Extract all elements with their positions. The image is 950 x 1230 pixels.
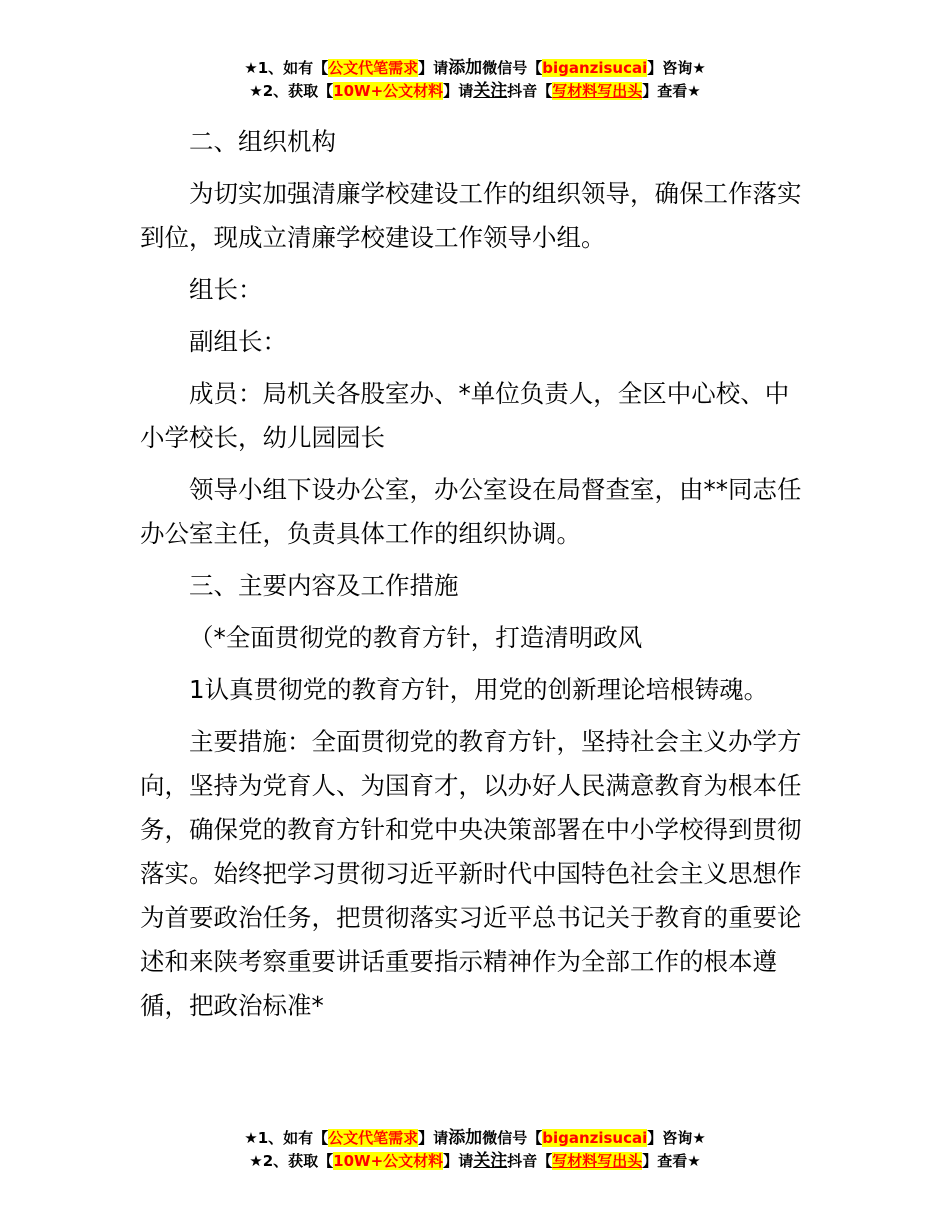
banner-douyin-account: 写材料写出头 [552, 1152, 643, 1170]
star-icon: ★ [249, 82, 263, 100]
banner-text: 请 [458, 1152, 474, 1170]
banner-emphasis: 添加 [448, 1128, 483, 1148]
body-paragraph: 成员：局机关各股室办、*单位负责人，全区中心校、中小学校长，幼儿园园长 [140, 379, 790, 452]
item-heading: 1认真贯彻党的教育方针，用党的创新理论培根铸魂。 [189, 675, 769, 704]
banner-bracket: 【 [527, 1129, 543, 1147]
banner-text: 查看 [657, 1152, 688, 1170]
banner-text: 1、如有 [257, 1129, 314, 1147]
banner-text: 微信号 [482, 59, 528, 77]
body-paragraph: 领导小组下设办公室，办公室设在局督查室，由**同志任办公室主任，负责具体工作的组织协调。 [140, 475, 802, 548]
banner-text: 抖音 [507, 1152, 538, 1170]
star-icon: ★ [244, 1129, 258, 1147]
banner-text: 咨询 [662, 1129, 693, 1147]
banner-text: 请 [433, 59, 449, 77]
star-icon: ★ [692, 1129, 706, 1147]
banner-wechat-id: biganzisucai [542, 1129, 648, 1147]
banner-highlight: 10W+公文材料 [333, 1152, 444, 1170]
body-paragraph: 组长： [189, 275, 263, 304]
banner-bracket: 【 [313, 1129, 329, 1147]
banner-bracket: 】 [642, 82, 658, 100]
banner-text: 2、获取 [262, 82, 319, 100]
star-icon: ★ [244, 59, 258, 77]
header-banner [0, 57, 950, 103]
subsection-heading: （*全面贯彻党的教育方针，打造清明政风 [189, 623, 643, 652]
section-heading: 三、主要内容及工作措施 [189, 571, 459, 600]
banner-douyin-account: 写材料写出头 [552, 82, 643, 100]
banner-bracket: 【 [537, 82, 553, 100]
banner-line-1 [0, 57, 950, 80]
banner-highlight: 10W+公文材料 [333, 82, 444, 100]
banner-highlight: 公文代笔需求 [328, 59, 419, 77]
banner-bracket: 】 [647, 1129, 663, 1147]
section-heading: 二、组织机构 [189, 127, 336, 156]
banner-text: 请 [433, 1129, 449, 1147]
banner-line-2 [0, 1150, 950, 1173]
banner-line-2 [0, 80, 950, 103]
banner-emphasis: 关注 [473, 1151, 508, 1171]
banner-text: 查看 [657, 82, 688, 100]
banner-text: 1、如有 [257, 59, 314, 77]
banner-text: 2、获取 [262, 1152, 319, 1170]
banner-bracket: 【 [313, 59, 329, 77]
banner-bracket: 】 [418, 1129, 434, 1147]
banner-text: 微信号 [482, 1129, 528, 1147]
banner-highlight: 公文代笔需求 [328, 1129, 419, 1147]
body-paragraph: 为切实加强清廉学校建设工作的组织领导，确保工作落实到位，现成立清廉学校建设工作领导小组。 [140, 179, 802, 252]
banner-text: 抖音 [507, 82, 538, 100]
banner-bracket: 】 [642, 1152, 658, 1170]
banner-bracket: 】 [443, 82, 459, 100]
banner-text: 咨询 [662, 59, 693, 77]
banner-emphasis: 添加 [448, 58, 483, 78]
star-icon: ★ [687, 1152, 701, 1170]
banner-bracket: 【 [318, 82, 334, 100]
banner-text: 请 [458, 82, 474, 100]
banner-bracket: 】 [647, 59, 663, 77]
star-icon: ★ [692, 59, 706, 77]
banner-bracket: 】 [418, 59, 434, 77]
body-paragraph: 副组长： [189, 327, 287, 356]
document-body [140, 120, 812, 1036]
banner-bracket: 【 [318, 1152, 334, 1170]
banner-bracket: 【 [527, 59, 543, 77]
star-icon: ★ [249, 1152, 263, 1170]
star-icon: ★ [687, 82, 701, 100]
footer-banner [0, 1127, 950, 1173]
banner-line-1 [0, 1127, 950, 1150]
banner-bracket: 【 [537, 1152, 553, 1170]
banner-wechat-id: biganzisucai [542, 59, 648, 77]
banner-bracket: 】 [443, 1152, 459, 1170]
banner-emphasis: 关注 [473, 81, 508, 101]
body-paragraph: 主要措施：全面贯彻党的教育方针，坚持社会主义办学方向，坚持为党育人、为国育才，以办好人民满意教育为根本任务，确保党的教育方针和党中央决策部署在中小学校得到贯彻落实。始终把学习贯彻习近平新时代中国特色社会主义思想作为首要政治任务，把贯彻落实习近平总书记关于教育的重要论述和来陕考察重要讲话重要指示精神作为全部工作的根本遵循，把政治标准* [140, 727, 802, 1020]
